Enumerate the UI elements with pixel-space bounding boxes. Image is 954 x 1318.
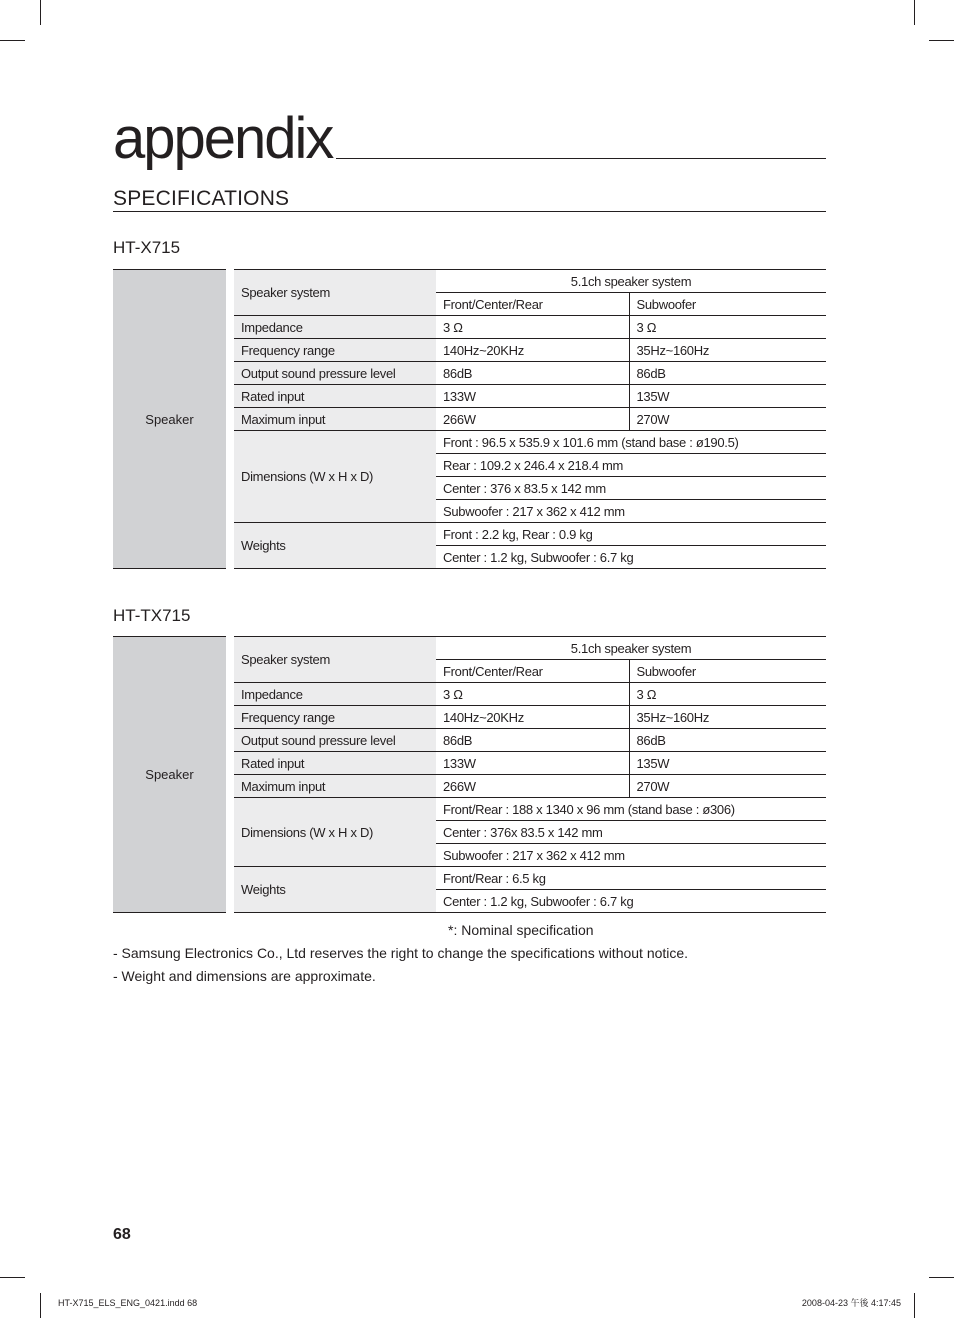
table-cell: 3 Ω bbox=[436, 683, 629, 706]
row-label-dimensions: Dimensions (W x H x D) bbox=[230, 431, 436, 523]
table-cell: 86dB bbox=[629, 729, 826, 752]
table-cell: Subwoofer : 217 x 362 x 412 mm bbox=[436, 844, 826, 867]
column-header-subwoofer: Subwoofer bbox=[629, 293, 826, 316]
system-header: 5.1ch speaker system bbox=[436, 270, 826, 293]
table-cell: 86dB bbox=[629, 362, 826, 385]
spec-table-ht-x715 bbox=[113, 269, 826, 569]
table-cell: Center : 1.2 kg, Subwoofer : 6.7 kg bbox=[436, 890, 826, 913]
crop-mark bbox=[929, 40, 954, 41]
row-label-output-spl: Output sound pressure level bbox=[230, 729, 436, 752]
section-rule bbox=[113, 211, 826, 212]
row-label-speaker-system: Speaker system bbox=[230, 270, 436, 316]
table-cell: Front : 96.5 x 535.9 x 101.6 mm (stand base : ø190.5) bbox=[436, 431, 826, 454]
chapter-title: appendix bbox=[113, 106, 336, 172]
crop-mark bbox=[0, 40, 25, 41]
page-number: 68 bbox=[113, 1226, 131, 1243]
crop-mark bbox=[914, 1293, 915, 1318]
table-cell: Subwoofer : 217 x 362 x 412 mm bbox=[436, 500, 826, 523]
model-title-ht-x715: HT-X715 bbox=[113, 238, 181, 257]
table-cell: Front/Rear : 6.5 kg bbox=[436, 867, 826, 890]
row-label-rated-input: Rated input bbox=[230, 385, 436, 408]
row-label-weights: Weights bbox=[230, 523, 436, 569]
table-cell: 133W bbox=[436, 752, 629, 775]
table-cell: 135W bbox=[629, 385, 826, 408]
table-cell: 266W bbox=[436, 408, 629, 431]
row-label-rated-input: Rated input bbox=[230, 752, 436, 775]
crop-mark bbox=[914, 0, 915, 25]
timestamp-slug: 2008-04-23 午後 4:17:45 bbox=[801, 1298, 901, 1308]
category-cell: Speaker bbox=[113, 270, 230, 569]
table-cell: Center : 1.2 kg, Subwoofer : 6.7 kg bbox=[436, 546, 826, 569]
column-header-subwoofer: Subwoofer bbox=[629, 660, 826, 683]
table-cell: 3 Ω bbox=[629, 316, 826, 339]
table-cell: 3 Ω bbox=[629, 683, 826, 706]
row-label-dimensions: Dimensions (W x H x D) bbox=[230, 798, 436, 867]
table-cell: 86dB bbox=[436, 362, 629, 385]
file-slug: HT-X715_ELS_ENG_0421.indd 68 bbox=[58, 1298, 198, 1308]
table-cell: 270W bbox=[629, 408, 826, 431]
row-label-weights: Weights bbox=[230, 867, 436, 913]
disclaimer-note: - Samsung Electronics Co., Ltd reserves the right to change the specifications without notice. bbox=[113, 945, 689, 961]
table-cell: Rear : 109.2 x 246.4 x 218.4 mm bbox=[436, 454, 826, 477]
nominal-note: *: Nominal specification bbox=[448, 922, 594, 938]
column-header-front: Front/Center/Rear bbox=[436, 660, 629, 683]
row-label-speaker-system: Speaker system bbox=[230, 637, 436, 683]
model-title-ht-tx715: HT-TX715 bbox=[113, 606, 191, 625]
table-cell: 133W bbox=[436, 385, 629, 408]
table-cell: Front/Rear : 188 x 1340 x 96 mm (stand base : ø306) bbox=[436, 798, 826, 821]
row-label-maximum-input: Maximum input bbox=[230, 775, 436, 798]
row-label-impedance: Impedance bbox=[230, 316, 436, 339]
row-label-maximum-input: Maximum input bbox=[230, 408, 436, 431]
category-cell: Speaker bbox=[113, 637, 230, 913]
crop-mark bbox=[929, 1277, 954, 1278]
table-cell: 35Hz~160Hz bbox=[629, 706, 826, 729]
system-header: 5.1ch speaker system bbox=[436, 637, 826, 660]
approximation-note: - Weight and dimensions are approximate. bbox=[113, 968, 376, 984]
row-label-frequency-range: Frequency range bbox=[230, 339, 436, 362]
table-cell: 140Hz~20KHz bbox=[436, 706, 629, 729]
table-cell: 266W bbox=[436, 775, 629, 798]
table-cell: Front : 2.2 kg, Rear : 0.9 kg bbox=[436, 523, 826, 546]
table-cell: Center : 376x 83.5 x 142 mm bbox=[436, 821, 826, 844]
spec-table-ht-tx715 bbox=[113, 636, 826, 913]
table-cell: Center : 376 x 83.5 x 142 mm bbox=[436, 477, 826, 500]
table-cell: 35Hz~160Hz bbox=[629, 339, 826, 362]
row-label-impedance: Impedance bbox=[230, 683, 436, 706]
crop-mark bbox=[40, 0, 41, 25]
table-cell: 270W bbox=[629, 775, 826, 798]
row-label-frequency-range: Frequency range bbox=[230, 706, 436, 729]
table-cell: 86dB bbox=[436, 729, 629, 752]
crop-mark bbox=[0, 1277, 25, 1278]
column-header-front: Front/Center/Rear bbox=[436, 293, 629, 316]
table-cell: 135W bbox=[629, 752, 826, 775]
row-label-output-spl: Output sound pressure level bbox=[230, 362, 436, 385]
crop-mark bbox=[40, 1293, 41, 1318]
section-title: SPECIFICATIONS bbox=[113, 187, 290, 210]
table-cell: 140Hz~20KHz bbox=[436, 339, 629, 362]
table-cell: 3 Ω bbox=[436, 316, 629, 339]
